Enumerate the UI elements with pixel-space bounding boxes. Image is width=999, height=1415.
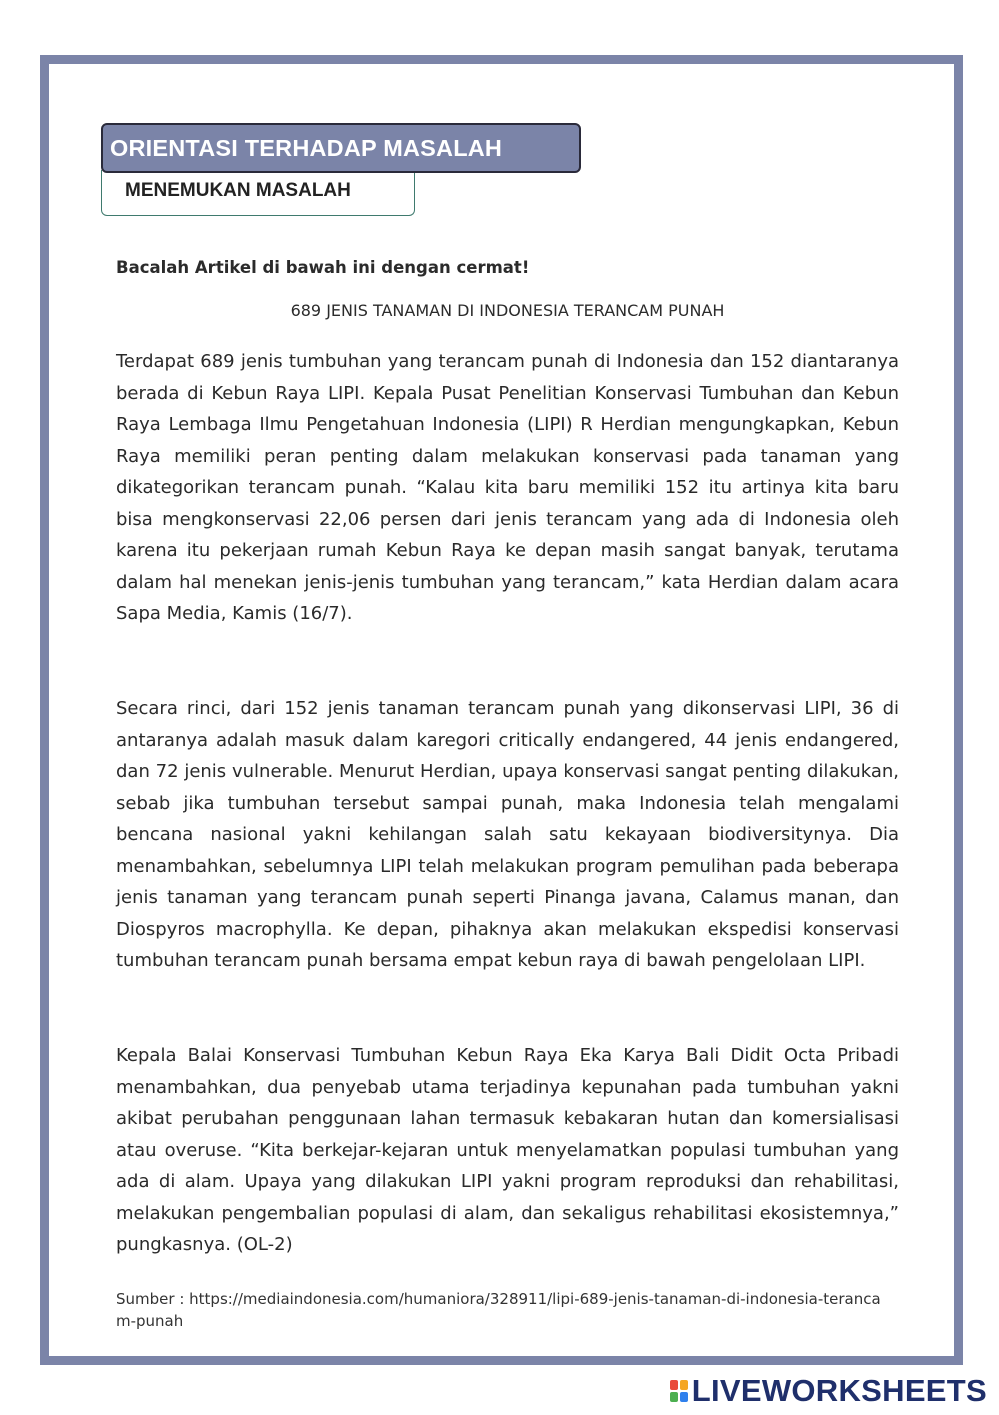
liveworksheets-logo-text: LIVEWORKSHEETS — [691, 1373, 987, 1408]
source-citation: Sumber : https://mediaindonesia.com/humaniora/328911/lipi-689-jenis-tanaman-di-indonesia-terancam-punah — [116, 1290, 881, 1330]
article-paragraph-1: Terdapat 689 jenis tumbuhan yang terancam punah di Indonesia dan 152 diantaranya berada di Kebun Raya LIPI. Kepala Pusat Penelitian Konservasi Tumbuhan dan Kebun Raya Lembaga Ilmu Pengetahuan Indonesia (LIPI) R Herdian mengungkapkan, Kebun Raya memiliki peran penting dalam melakukan konservasi pada tanaman yang dikategorikan terancam punah. “Kalau kita baru memiliki 152 itu artinya kita baru bisa mengkonservasi 22,06 persen dari jenis terancam yang ada di Indonesia oleh karena itu pekerjaan rumah Kebun Raya ke depan masih sangat banyak, terutama dalam hal menekan jenis-jenis tumbuhan yang terancam,” kata Herdian dalam acara Sapa Media, Kamis (16/7). — [116, 351, 899, 624]
article-paragraph-3: Kepala Balai Konservasi Tumbuhan Kebun Raya Eka Karya Bali Didit Octa Pribadi menambahkan, dua penyebab utama terjadinya kepunahan pada tumbuhan yakni akibat perubahan penggunaan lahan termasuk kebakaran hutan dan komersialisasi atau overuse. “Kita berkejar-kejaran untuk menyelamatkan populasi tumbuhan yang ada di alam. Upaya yang dilakukan LIPI yakni program reproduksi dan rehabilitasi, melakukan pengembalian populasi di alam, dan sekaligus rehabilitasi ekosistemnya,” pungkasnya. (OL-2) — [116, 1045, 899, 1255]
article-title: 689 JENIS TANAMAN DI INDONESIA TERANCAM PUNAH — [290, 301, 725, 320]
section-subtitle: MENEMUKAN MASALAH — [101, 170, 415, 216]
article-paragraph-2: Secara rinci, dari 152 jenis tanaman terancam punah yang dikonservasi LIPI, 36 di antaranya adalah masuk dalam karegori critically endangered, 44 jenis endangered, dan 72 jenis vulnerable. Menurut Herdian, upaya konservasi sangat penting dilakukan, sebab jika tumbuhan tersebut sampai punah, maka Indonesia telah mengalami bencana nasional yakni kehilangan salah satu kekayaan biodiversitynya. Dia menambahkan, sebelumnya LIPI telah melakukan program pemulihan pada beberapa jenis tanaman yang terancam punah seperti Pinanga javana, Calamus manan, dan Diospyros macrophylla. Ke depan, pihaknya akan melakukan ekspedisi konservasi tumbuhan terancam punah bersama empat kebun raya di bawah pengelolaan LIPI. — [116, 698, 899, 971]
liveworksheets-logo-icon — [670, 1380, 688, 1402]
instruction-text: Bacalah Artikel di bawah ini dengan cermat! — [116, 258, 530, 277]
liveworksheets-logo[interactable] — [670, 1374, 987, 1408]
section-title: ORIENTASI TERHADAP MASALAH — [101, 123, 581, 173]
